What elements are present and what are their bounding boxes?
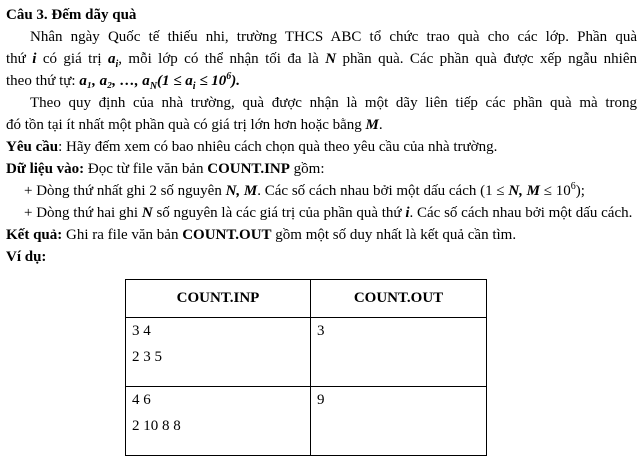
sequence-text: a₁, a₂, …, a: [79, 73, 150, 89]
inp-line-1: 3 4: [132, 323, 151, 339]
input-bullet-1: [6, 180, 637, 202]
period: .: [378, 117, 383, 133]
out-value: 9: [317, 392, 325, 408]
var-a: a: [107, 51, 116, 67]
intro-line-3: [6, 70, 637, 92]
constraint-text: (1 ≤ a: [157, 73, 193, 89]
input-label: Dữ liệu vào:: [6, 161, 85, 177]
var-i: i: [32, 51, 37, 67]
text-segment: + Dòng thứ nhất ghi 2 số nguyên: [24, 183, 226, 199]
vars-NM: N, M: [508, 183, 541, 199]
header-out: COUNT.OUT: [311, 280, 487, 318]
text-segment: phần quà. Các phần quà được xếp ngẫu nhiên: [336, 51, 637, 67]
output-text: Ghi ra file văn bản: [62, 227, 183, 243]
table-row: [126, 387, 487, 456]
out-cell: [311, 387, 487, 456]
text-segment: + Dòng thứ hai ghi: [24, 205, 142, 221]
rule-line-1: [6, 92, 637, 114]
intro-line-2: [6, 48, 637, 70]
input-bullet-2: [6, 202, 637, 224]
table-row: [126, 318, 487, 387]
header-inp: COUNT.INP: [126, 280, 311, 318]
text-segment: theo thứ tự:: [6, 73, 80, 89]
intro-text-1: Nhân ngày Quốc tế thiếu nhi, trường THCS ABC tổ chức trao quà cho các lớp. Phần quà: [30, 29, 637, 45]
output-tail: gồm một số duy nhất là kết quả cần tìm.: [271, 227, 517, 243]
text-segment: . Các số cách nhau bởi một dấu cách.: [409, 205, 633, 221]
constraint-bound: ≤ 10: [195, 73, 227, 89]
subscript-N: N: [149, 81, 158, 92]
input-tail: gồm:: [289, 161, 325, 177]
text-segment: . Các số cách nhau bởi một dấu cách (1 ≤: [257, 183, 509, 199]
constraint-close: ).: [231, 73, 241, 89]
rule-text-2: đó tồn tại ít nhất một phần quà có giá trị lớn hơn hoặc bằng: [6, 117, 366, 133]
inp-cell: [126, 387, 311, 456]
requirement-line: [6, 136, 637, 158]
text-segment: số nguyên là các giá trị của phần quà thứ: [152, 205, 406, 221]
input-filename: COUNT.INP: [207, 161, 290, 177]
text-segment: ≤ 10: [540, 183, 571, 199]
inp-cell: [126, 318, 311, 387]
var-ai: [107, 51, 119, 70]
var-N: N: [325, 51, 337, 67]
problem-document: [6, 4, 637, 268]
problem-heading: Câu 3. Đếm dãy quà: [6, 7, 137, 23]
text-segment: );: [575, 183, 585, 199]
subscript-i: i: [192, 81, 196, 92]
constraint-expr: [157, 71, 241, 92]
vars-NM: N, M: [225, 183, 258, 199]
intro-line-1: [6, 26, 637, 48]
output-line: [6, 224, 637, 246]
subscript-i: i: [115, 59, 119, 70]
rule-text-1: Theo quy định của nhà trường, quà được nhận là một dãy liên tiếp các phần quà mà trong: [30, 95, 637, 111]
inp-line-2: 2 3 5: [132, 349, 162, 365]
inp-line-1: 4 6: [132, 392, 151, 408]
output-label: Kết quả:: [6, 227, 63, 243]
table-header-row: [126, 280, 487, 318]
out-cell: [311, 318, 487, 387]
rule-line-2: [6, 114, 637, 136]
input-line: [6, 158, 637, 180]
var-N: N: [141, 205, 153, 221]
input-text: Đọc từ file văn bản: [84, 161, 208, 177]
sequence-expr: [79, 73, 158, 92]
var-i: i: [405, 205, 410, 221]
var-M: M: [365, 117, 379, 133]
text-segment: , mỗi lớp có thể nhận tối đa là: [118, 51, 326, 67]
out-value: 3: [317, 323, 325, 339]
requirement-label: Yêu cầu: [6, 139, 59, 155]
exponent: 6: [226, 71, 232, 82]
output-filename: COUNT.OUT: [182, 227, 272, 243]
exponent: 6: [570, 181, 576, 192]
requirement-text: : Hãy đếm xem có bao nhiêu cách chọn quà theo yêu cầu của nhà trường.: [58, 139, 498, 155]
example-table: [125, 279, 487, 456]
inp-line-2: 2 10 8 8: [132, 418, 181, 434]
example-label: Ví dụ:: [6, 249, 47, 265]
text-segment: có giá trị: [36, 51, 108, 67]
text-segment: thứ: [6, 51, 33, 67]
